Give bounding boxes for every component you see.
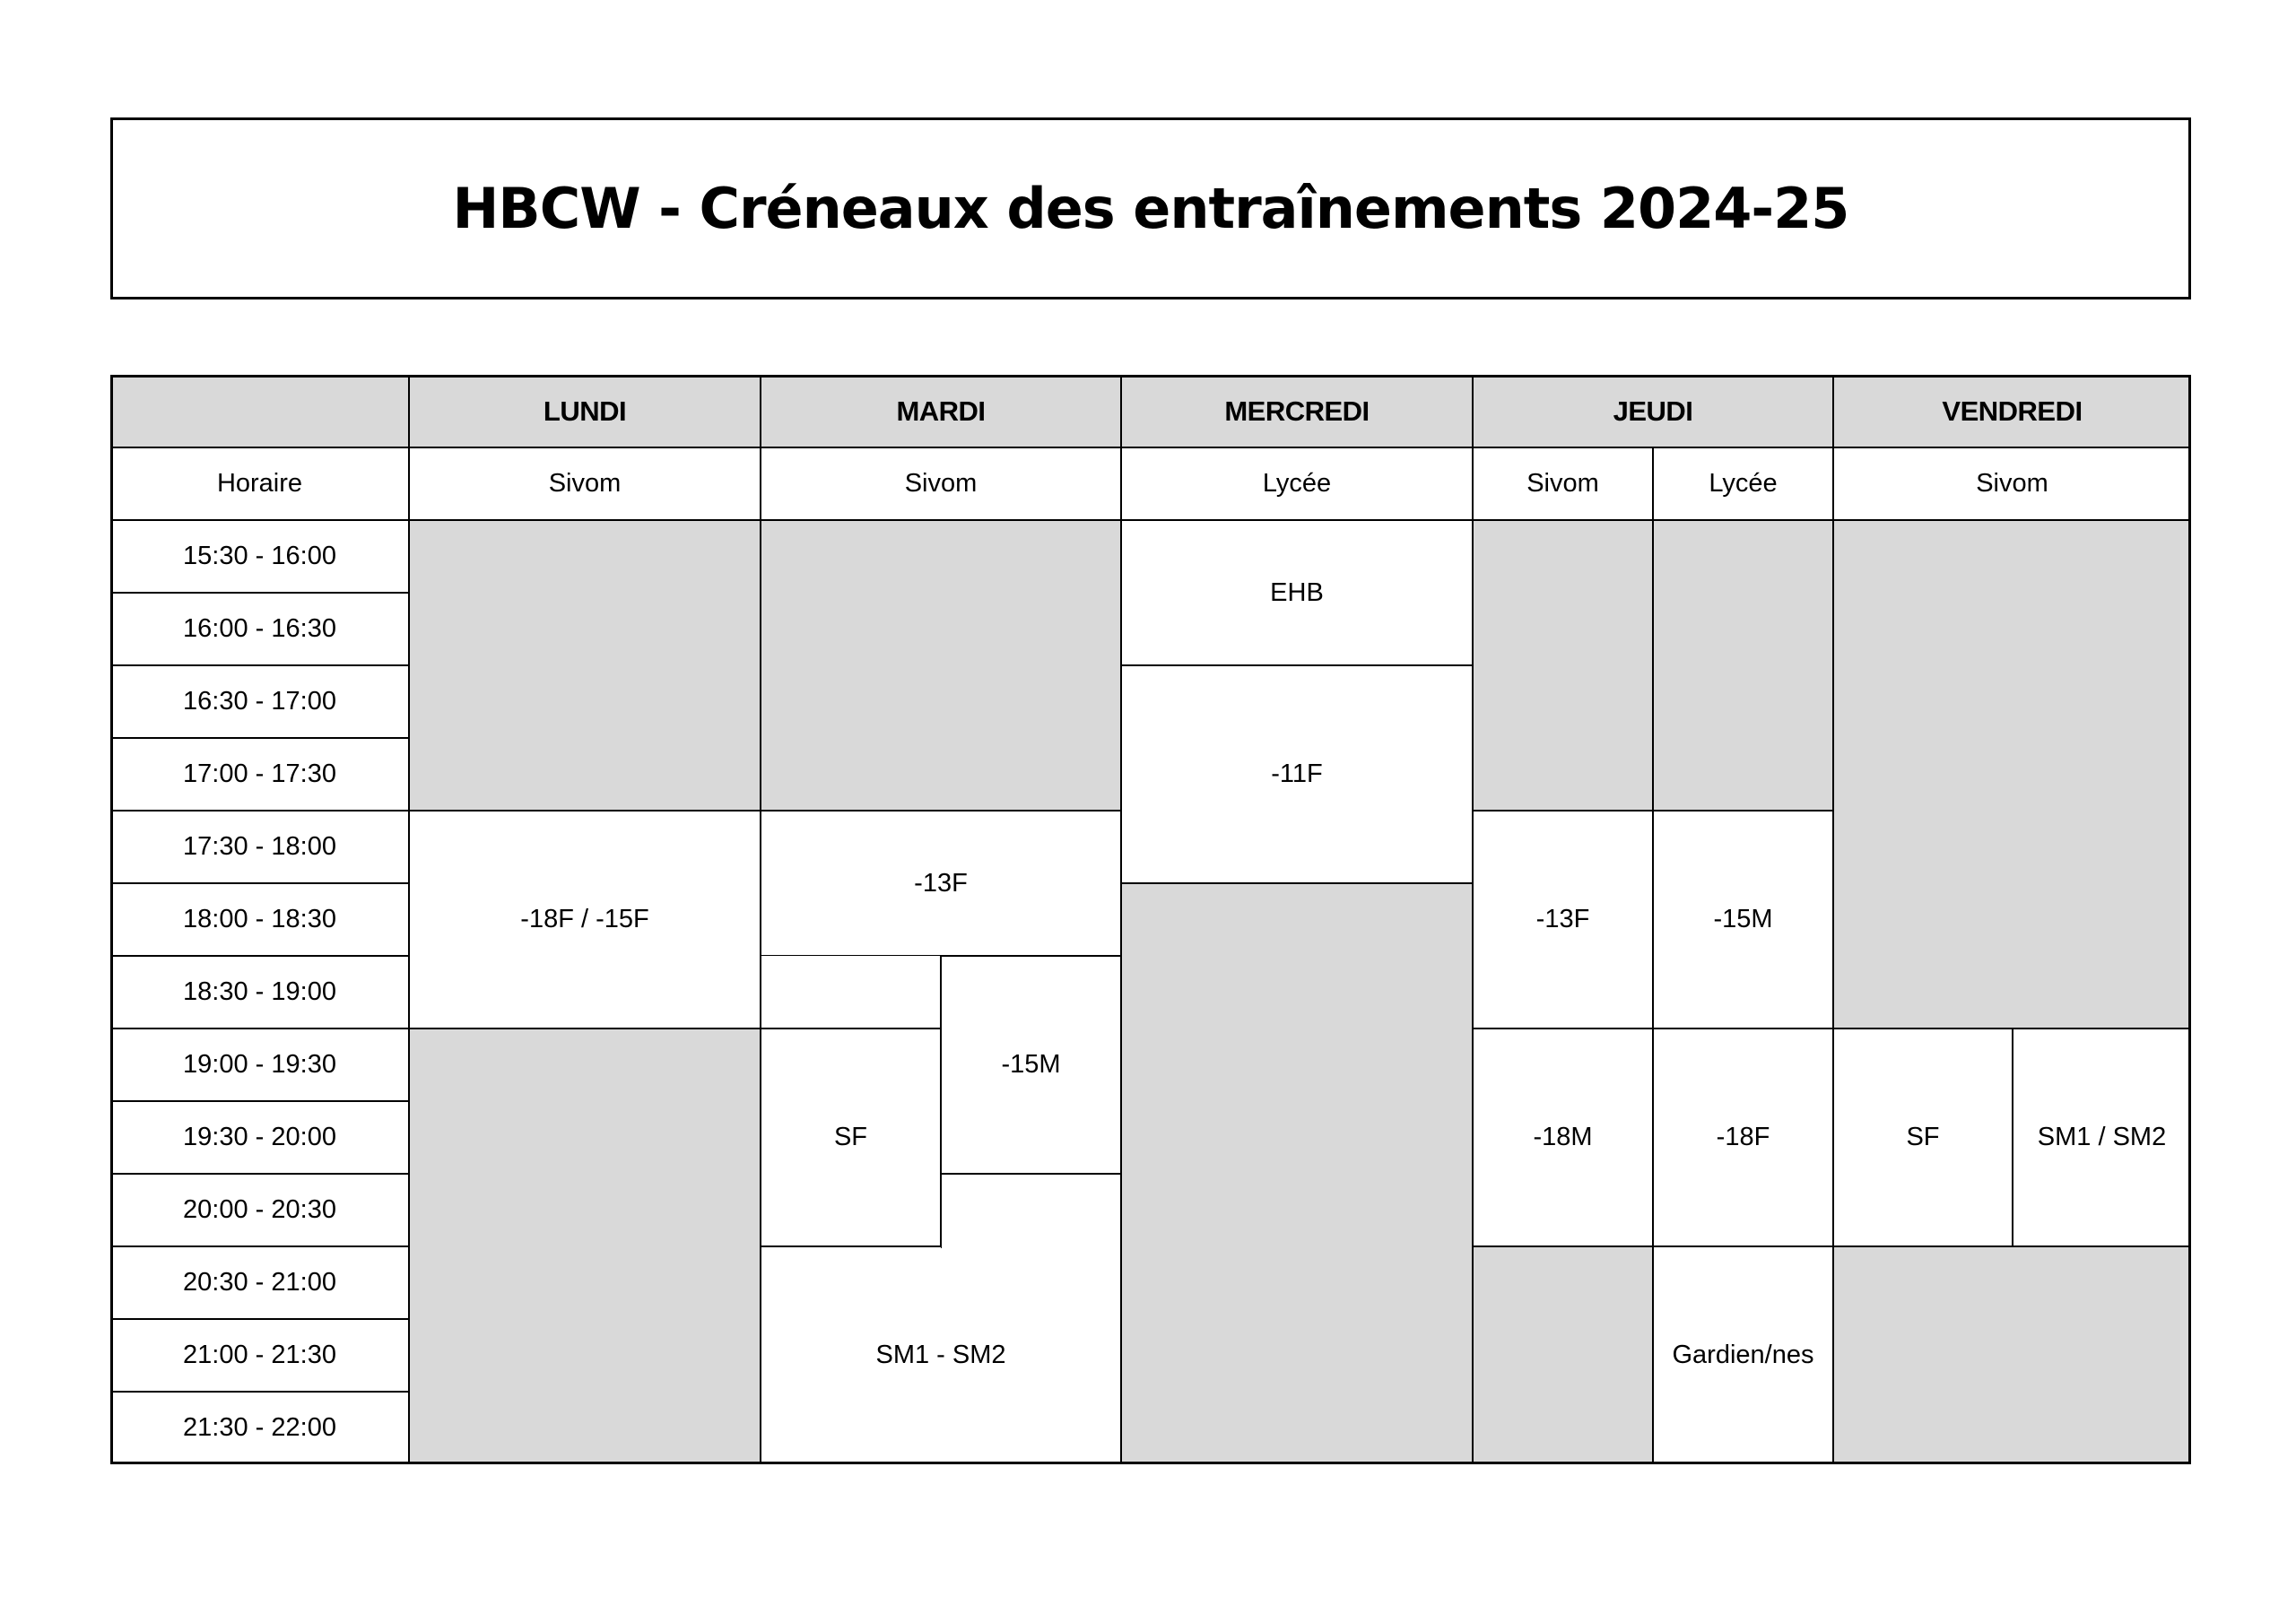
day-header-jeudi: JEUDI [1473, 375, 1833, 447]
empty-slot [1833, 520, 2191, 1028]
empty-slot [1473, 1246, 1653, 1464]
session-mercredi-2: -11F [1121, 665, 1473, 883]
venue-jeudi-sivom: Sivom [1473, 447, 1653, 520]
session-mardi-2: SF [761, 1028, 941, 1246]
horaire-header: Horaire [110, 447, 409, 520]
session-jeudi-lycee-2: -18F [1653, 1028, 1833, 1246]
session-jeudi-lycee-3: Gardien/nes [1653, 1246, 1833, 1464]
corner-cell [110, 375, 409, 447]
time-slot: 21:00 - 21:30 [110, 1319, 409, 1392]
schedule-table [110, 375, 2191, 1464]
session-mardi-1: -13F [761, 811, 1121, 956]
session-vendredi-2: SM1 / SM2 [2013, 1028, 2191, 1246]
venue-mardi: Sivom [761, 447, 1121, 520]
time-slot: 20:00 - 20:30 [110, 1174, 409, 1246]
page-title: HBCW - Créneaux des entraînements 2024-25 [452, 176, 1849, 241]
time-slot: 19:00 - 19:30 [110, 1028, 409, 1101]
time-slot: 17:00 - 17:30 [110, 738, 409, 811]
empty-slot [1121, 883, 1473, 1464]
empty-slot [409, 520, 761, 811]
day-header-mercredi: MERCREDI [1121, 375, 1473, 447]
session-mardi-1-ext [761, 956, 941, 1028]
empty-slot [1473, 520, 1653, 811]
time-slot: 20:30 - 21:00 [110, 1246, 409, 1319]
empty-slot [409, 1028, 761, 1464]
session-mardi-4-ext [941, 1174, 1121, 1248]
session-mercredi-1: EHB [1121, 520, 1473, 665]
venue-lundi: Sivom [409, 447, 761, 520]
venue-jeudi-lycee: Lycée [1653, 447, 1833, 520]
time-slot: 18:30 - 19:00 [110, 956, 409, 1028]
day-header-vendredi: VENDREDI [1833, 375, 2191, 447]
empty-slot [761, 520, 1121, 811]
day-header-mardi: MARDI [761, 375, 1121, 447]
day-header-lundi: LUNDI [409, 375, 761, 447]
session-jeudi-sivom-1: -13F [1473, 811, 1653, 1028]
time-slot: 16:30 - 17:00 [110, 665, 409, 738]
venue-mercredi: Lycée [1121, 447, 1473, 520]
time-slot: 21:30 - 22:00 [110, 1392, 409, 1464]
venue-vendredi: Sivom [1833, 447, 2191, 520]
time-slot: 18:00 - 18:30 [110, 883, 409, 956]
session-jeudi-sivom-2: -18M [1473, 1028, 1653, 1246]
session-mardi-3: -15M [941, 956, 1121, 1174]
time-slot: 17:30 - 18:00 [110, 811, 409, 883]
time-slot: 16:00 - 16:30 [110, 593, 409, 665]
session-jeudi-lycee-1: -15M [1653, 811, 1833, 1028]
time-slot: 19:30 - 20:00 [110, 1101, 409, 1174]
title-box [110, 117, 2191, 299]
session-mardi-4: SM1 - SM2 [761, 1246, 1121, 1464]
session-lundi-1: -18F / -15F [409, 811, 761, 1028]
session-vendredi-1: SF [1833, 1028, 2013, 1246]
time-slot: 15:30 - 16:00 [110, 520, 409, 593]
empty-slot [1833, 1246, 2191, 1464]
empty-slot [1653, 520, 1833, 811]
